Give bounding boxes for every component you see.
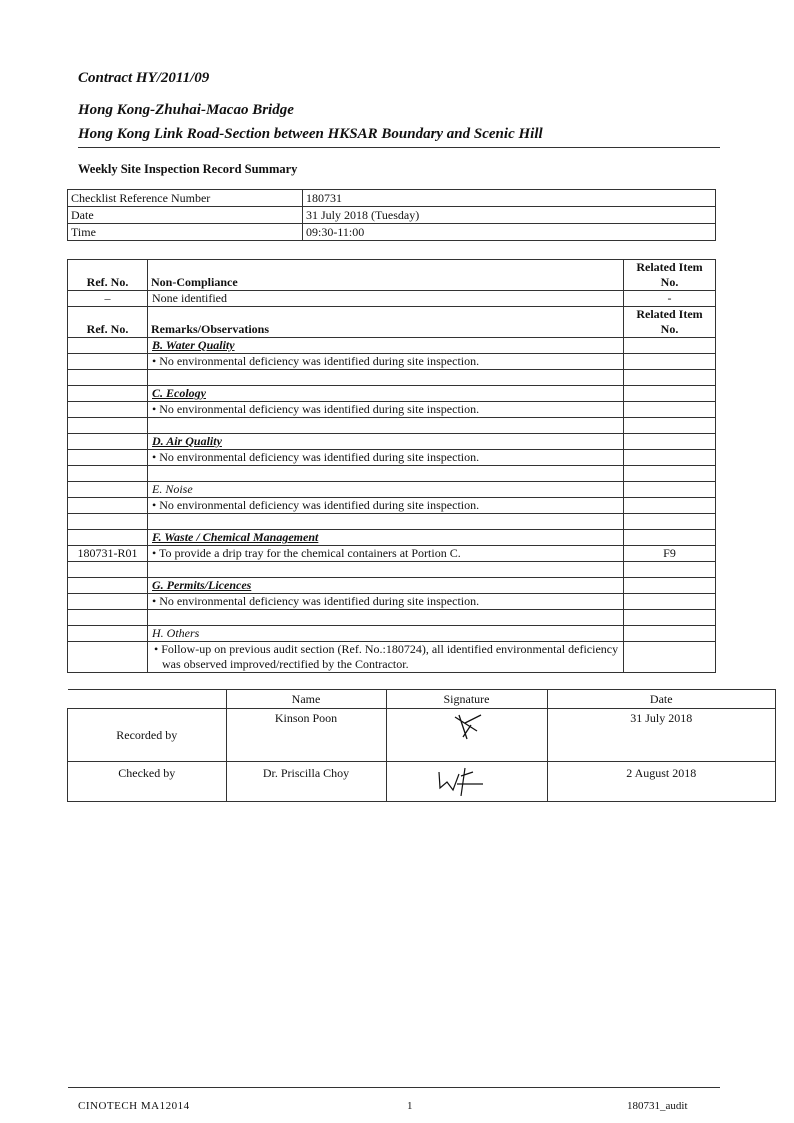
col-header-signature: Signature	[386, 690, 547, 709]
finding-ref	[68, 402, 148, 418]
contract-title: Contract HY/2011/09	[78, 70, 210, 86]
signoff-corner	[68, 690, 227, 709]
finding-text: • Follow-up on previous audit section (Ref. No.:180724), all identified environmental deficiency was observed improved/rectified by the Contractor.	[148, 642, 624, 673]
finding-related	[624, 594, 716, 610]
info-value: 31 July 2018 (Tuesday)	[303, 207, 716, 224]
col-header-remarks: Remarks/Observations	[148, 307, 624, 338]
col-header-related: Related Item No.	[624, 307, 716, 338]
info-value: 180731	[303, 190, 716, 207]
signoff-role: Recorded by	[68, 709, 227, 762]
inspection-info-table	[67, 189, 716, 241]
finding-related	[624, 354, 716, 370]
section-title-water: B. Water Quality	[152, 338, 235, 352]
signoff-date: 2 August 2018	[547, 762, 776, 802]
section-title-air: D. Air Quality	[152, 434, 222, 448]
col-header-noncompliance: Non-Compliance	[148, 260, 624, 291]
info-row	[68, 224, 716, 241]
document-subtitle: Weekly Site Inspection Record Summary	[78, 162, 298, 176]
finding-ref: 180731-R01	[68, 546, 148, 562]
col-header-ref: Ref. No.	[68, 260, 148, 291]
info-label: Time	[68, 224, 303, 241]
col-header-ref: Ref. No.	[68, 307, 148, 338]
signoff-name: Dr. Priscilla Choy	[226, 762, 386, 802]
signature-recorded	[386, 709, 547, 762]
footer-page-number: 1	[407, 1100, 413, 1112]
finding-text: • No environmental deficiency was identified during site inspection.	[148, 450, 624, 466]
section-title-others: H. Others	[152, 626, 200, 640]
project-title: Hong Kong-Zhuhai-Macao Bridge	[78, 102, 294, 118]
info-value: 09:30-11:00	[303, 224, 716, 241]
finding-text: • To provide a drip tray for the chemical containers at Portion C.	[148, 546, 624, 562]
finding-related	[624, 642, 716, 673]
header-rule	[78, 147, 720, 148]
col-header-related: Related Item No.	[624, 260, 716, 291]
signature-image	[437, 709, 497, 743]
footer-file: 180731_audit	[627, 1100, 688, 1112]
finding-ref	[68, 450, 148, 466]
footer-rule	[68, 1087, 720, 1088]
finding-related	[624, 402, 716, 418]
section-title-waste: F. Waste / Chemical Management	[152, 530, 319, 544]
signoff-name: Kinson Poon	[226, 709, 386, 762]
finding-text: • No environmental deficiency was identified during site inspection.	[148, 594, 624, 610]
info-row	[68, 190, 716, 207]
section-title: Hong Kong Link Road-Section between HKSAR Boundary and Scenic Hill	[78, 126, 543, 142]
signature-checked	[386, 762, 547, 802]
col-header-date: Date	[547, 690, 776, 709]
info-row	[68, 207, 716, 224]
finding-related	[624, 498, 716, 514]
col-header-name: Name	[226, 690, 386, 709]
signoff-date: 31 July 2018	[547, 709, 776, 762]
finding-ref	[68, 498, 148, 514]
finding-related: F9	[624, 546, 716, 562]
section-title-permits: G. Permits/Licences	[152, 578, 252, 592]
finding-text: • No environmental deficiency was identified during site inspection.	[148, 402, 624, 418]
info-label: Date	[68, 207, 303, 224]
section-title-ecology: C. Ecology	[152, 386, 206, 400]
signoff-table	[67, 689, 776, 802]
finding-related	[624, 450, 716, 466]
info-label: Checklist Reference Number	[68, 190, 303, 207]
footer-company: CINOTECH MA12014	[78, 1100, 190, 1112]
finding-text: • No environmental deficiency was identified during site inspection.	[148, 498, 624, 514]
finding-ref	[68, 594, 148, 610]
section-title-noise: E. Noise	[152, 482, 193, 496]
inspection-findings-table	[67, 259, 716, 673]
finding-text: • No environmental deficiency was identified during site inspection.	[148, 354, 624, 370]
noncompliance-ref: –	[68, 291, 148, 307]
signoff-role: Checked by	[68, 762, 227, 802]
signature-image	[427, 762, 507, 796]
finding-ref	[68, 642, 148, 673]
noncompliance-related: -	[624, 291, 716, 307]
finding-ref	[68, 354, 148, 370]
noncompliance-text: None identified	[148, 291, 624, 307]
